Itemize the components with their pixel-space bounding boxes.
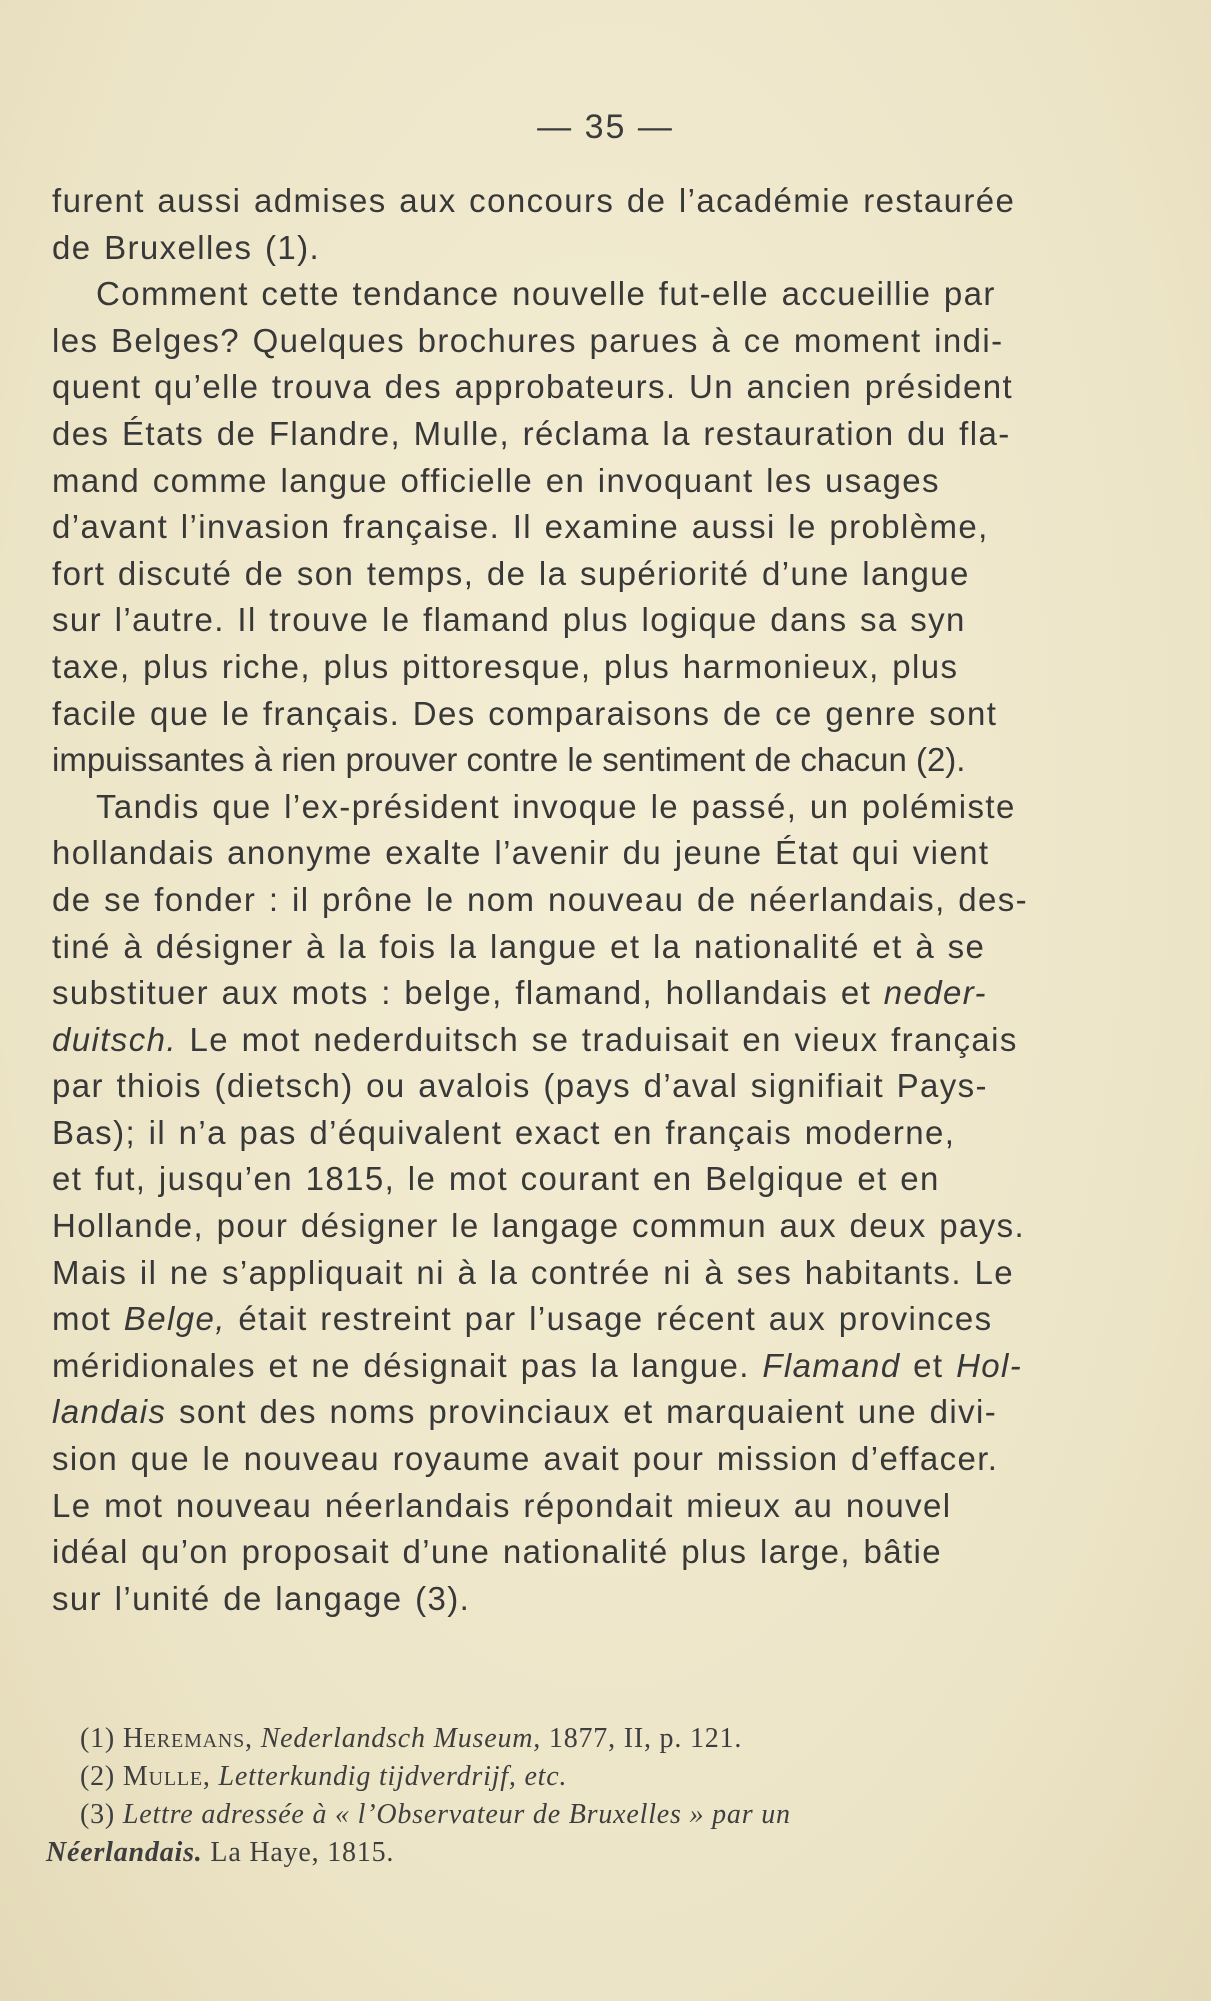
text-line: landais sont des noms provinciaux et marquaient une divi- xyxy=(52,1393,998,1431)
body-text xyxy=(52,178,1036,1622)
text-line: de Bruxelles (1). xyxy=(52,228,321,266)
footnotes xyxy=(46,1720,1040,1872)
text-line: et fut, jusqu’en 1815, le mot courant en Belgique et en xyxy=(52,1160,940,1198)
text-line: mot Belge, était restreint par l’usage récent aux provinces xyxy=(52,1300,993,1338)
text-line: Bas); il n’a pas d’équivalent exact en français moderne, xyxy=(52,1113,956,1151)
footnote-3: (3) Lettre adressée à « l’Observateur de Bruxelles » par un xyxy=(80,1799,791,1830)
text-line: méridionales et ne désignait pas la langue. Flamand et Hol- xyxy=(52,1346,1023,1384)
text-line: Mais il ne s’appliquait ni à la contrée ni à ses habitants. Le xyxy=(52,1253,1014,1291)
text-line: des États de Flandre, Mulle, réclama la restauration du fla- xyxy=(52,414,1011,452)
page-number: — 35 — xyxy=(537,108,674,146)
text-line: sur l’autre. Il trouve le flamand plus logique dans sa syn xyxy=(52,601,966,639)
text-line: taxe, plus riche, plus pittoresque, plus harmonieux, plus xyxy=(52,647,959,685)
text-line: duitsch. Le mot nederduitsch se traduisait en vieux français xyxy=(52,1020,1018,1058)
text-line: furent aussi admises aux concours de l’académie restaurée xyxy=(52,182,1016,219)
text-line: sur l’unité de langage (3). xyxy=(52,1579,471,1617)
footnote-3-continuation: Néerlandais. La Haye, 1815. xyxy=(46,1837,395,1868)
text-line: de se fonder : il prône le nom nouveau de néerlandais, des- xyxy=(52,880,1029,918)
text-line: Hollande, pour désigner le langage commun aux deux pays. xyxy=(52,1207,1026,1245)
text-line: fort discuté de son temps, de la supériorité d’une langue xyxy=(52,554,970,592)
text-line: Tandis que l’ex-président invoque le passé, un polémiste xyxy=(96,787,1016,825)
text-line: par thiois (dietsch) ou avalois (pays d’aval signifiait Pays- xyxy=(52,1067,988,1105)
text-line: impuissantes à rien prouver contre le sentiment de chacun (2). xyxy=(52,741,966,779)
text-line: sion que le nouveau royaume avait pour mission d’effacer. xyxy=(52,1440,999,1478)
text-line: hollandais anonyme exalte l’avenir du jeune État qui vient xyxy=(52,834,990,872)
text-line: substituer aux mots : belge, flamand, hollandais et neder- xyxy=(52,974,987,1012)
text-line: mand comme langue officielle en invoquant les usages xyxy=(52,461,940,499)
text-line: idéal qu’on proposait d’une nationalité plus large, bâtie xyxy=(52,1533,943,1571)
text-line: Comment cette tendance nouvelle fut-elle accueillie par xyxy=(96,275,996,313)
text-line: quent qu’elle trouva des approbateurs. Un ancien président xyxy=(52,368,1014,406)
text-line: facile que le français. Des comparaisons de ce genre sont xyxy=(52,694,998,732)
text-line: Le mot nouveau néerlandais répondait mieux au nouvel xyxy=(52,1486,952,1524)
text-line: tiné à désigner à la fois la langue et la nationalité et à se xyxy=(52,927,986,965)
text-line: d’avant l’invasion française. Il examine aussi le problème, xyxy=(52,508,989,546)
footnote-1: (1) Heremans, Nederlandsch Museum, 1877, II, p. 121. xyxy=(80,1723,743,1754)
text-line: les Belges? Quelques brochures parues à ce moment indi- xyxy=(52,321,1004,359)
footnote-2: (2) Mulle, Letterkundig tijdverdrijf, etc. xyxy=(80,1761,568,1792)
